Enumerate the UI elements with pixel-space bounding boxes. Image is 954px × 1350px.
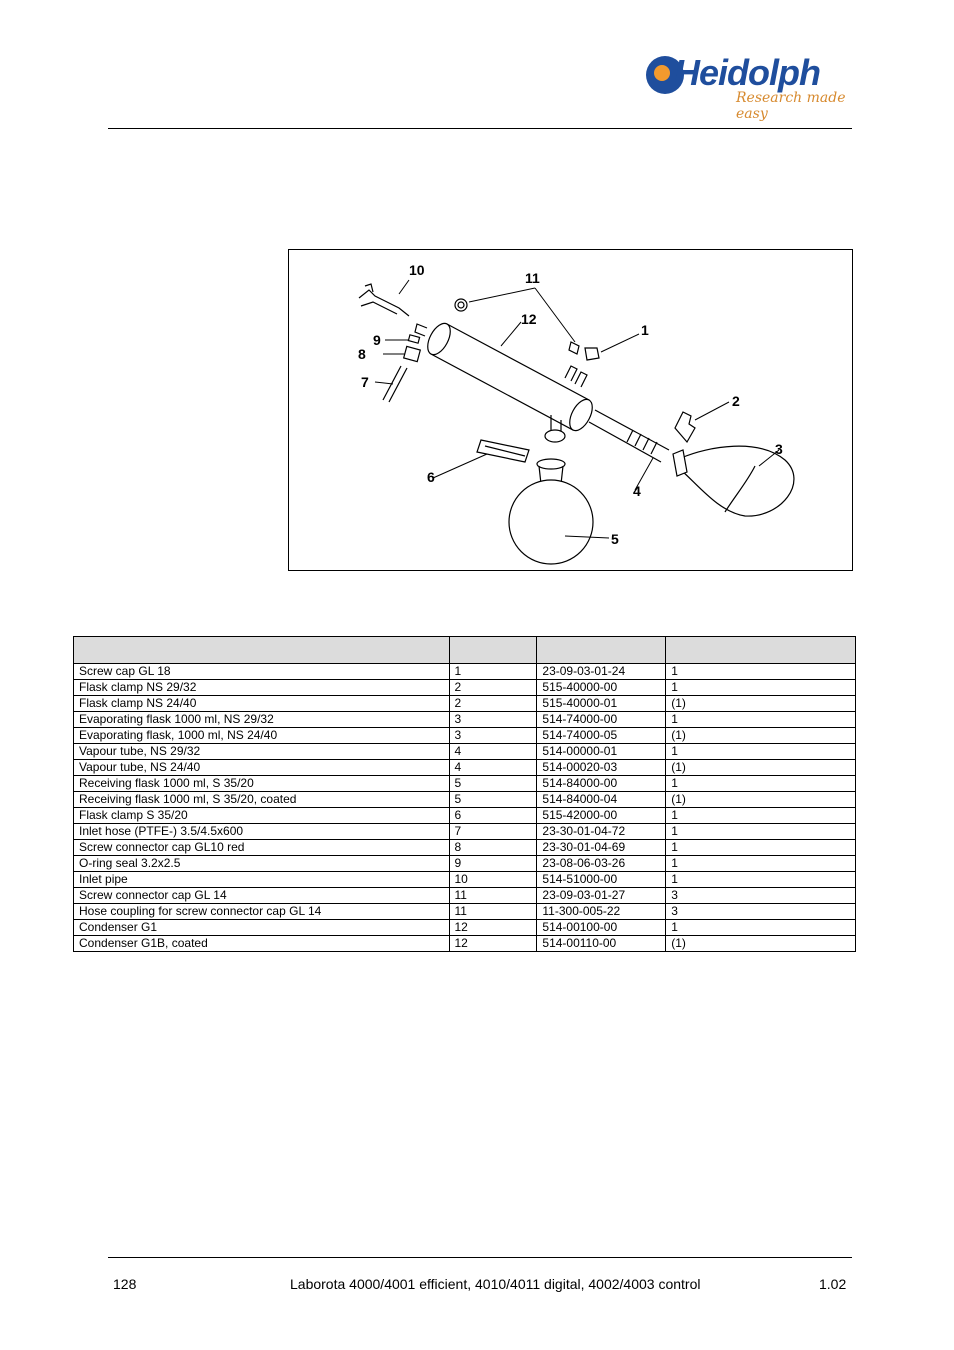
table-cell: 1 <box>666 680 856 696</box>
table-cell: Vapour tube, NS 24/40 <box>74 760 450 776</box>
table-row <box>74 936 856 952</box>
table-header-row <box>74 637 856 664</box>
table-row <box>74 664 856 680</box>
table-cell: Inlet hose (PTFE-) 3.5/4.5x600 <box>74 824 450 840</box>
logo-tagline: Research made easy <box>736 90 846 122</box>
spare-parts-table <box>73 636 856 952</box>
table-cell: 5 <box>449 792 537 808</box>
table-row <box>74 920 856 936</box>
column-header <box>449 637 537 664</box>
table-cell: 515-40000-00 <box>537 680 666 696</box>
callout-9: 9 <box>373 332 381 348</box>
table-cell: Receiving flask 1000 ml, S 35/20 <box>74 776 450 792</box>
table-cell: 1 <box>666 744 856 760</box>
callout-11: 11 <box>525 270 540 286</box>
column-header <box>74 637 450 664</box>
table-cell: 5 <box>449 776 537 792</box>
table-cell: 3 <box>666 888 856 904</box>
callout-3: 3 <box>775 441 783 457</box>
table-cell: 514-74000-00 <box>537 712 666 728</box>
table-cell: 11 <box>449 888 537 904</box>
table-cell: 12 <box>449 920 537 936</box>
table-cell: 1 <box>666 776 856 792</box>
table-cell: 514-00020-03 <box>537 760 666 776</box>
footer-version: 1.02 <box>819 1276 847 1292</box>
table-cell: 3 <box>449 712 537 728</box>
exploded-view-figure <box>288 249 853 571</box>
table-row <box>74 904 856 920</box>
table-cell: Flask clamp NS 29/32 <box>74 680 450 696</box>
callout-12: 12 <box>521 311 537 327</box>
table-cell: 514-00000-01 <box>537 744 666 760</box>
table-cell: 23-09-03-01-24 <box>537 664 666 680</box>
table-row <box>74 808 856 824</box>
table-cell: 514-51000-00 <box>537 872 666 888</box>
table-cell: 4 <box>449 744 537 760</box>
header-rule <box>108 128 852 129</box>
logo-word: Heidolph <box>674 52 820 93</box>
heidolph-logo <box>640 52 860 122</box>
table-cell: 1 <box>666 840 856 856</box>
table-cell: 12 <box>449 936 537 952</box>
condenser-top-ports <box>565 366 587 387</box>
table-cell: Evaporating flask, 1000 ml, NS 24/40 <box>74 728 450 744</box>
callout-2: 2 <box>732 393 740 409</box>
table-cell: 11-300-005-22 <box>537 904 666 920</box>
callout-7: 7 <box>361 374 369 390</box>
table-cell: (1) <box>666 696 856 712</box>
part-5-receiving-flask <box>509 480 593 564</box>
table-cell: Inlet pipe <box>74 872 450 888</box>
table-row <box>74 776 856 792</box>
table-cell: 23-30-01-04-69 <box>537 840 666 856</box>
part-1-cap <box>585 348 599 360</box>
table-cell: 514-84000-04 <box>537 792 666 808</box>
table-cell: (1) <box>666 760 856 776</box>
table-cell: Flask clamp S 35/20 <box>74 808 450 824</box>
callout-1: 1 <box>641 322 649 338</box>
table-row <box>74 872 856 888</box>
table-cell: Flask clamp NS 24/40 <box>74 696 450 712</box>
part-2-flask-clamp <box>675 412 695 442</box>
table-cell: O-ring seal 3.2x2.5 <box>74 856 450 872</box>
callout-8: 8 <box>358 346 366 362</box>
table-row <box>74 840 856 856</box>
callout-10: 10 <box>409 262 425 278</box>
table-cell: Screw connector cap GL 14 <box>74 888 450 904</box>
table-cell: 9 <box>449 856 537 872</box>
table-row <box>74 680 856 696</box>
footer-rule <box>108 1257 852 1258</box>
part-4-vapour-tube <box>589 410 669 462</box>
callout-6: 6 <box>427 469 435 485</box>
table-cell: 1 <box>666 824 856 840</box>
table-cell: 4 <box>449 760 537 776</box>
callout-5: 5 <box>611 531 619 547</box>
table-cell: Condenser G1 <box>74 920 450 936</box>
table-cell: 3 <box>666 904 856 920</box>
table-row <box>74 824 856 840</box>
table-cell: 2 <box>449 680 537 696</box>
table-cell: 515-40000-01 <box>537 696 666 712</box>
table-cell: (1) <box>666 936 856 952</box>
table-cell: 1 <box>666 872 856 888</box>
table-cell: Receiving flask 1000 ml, S 35/20, coated <box>74 792 450 808</box>
table-cell: (1) <box>666 792 856 808</box>
table-cell: (1) <box>666 728 856 744</box>
table-cell: 1 <box>666 920 856 936</box>
table-cell: 514-00100-00 <box>537 920 666 936</box>
column-header <box>537 637 666 664</box>
table-cell: 1 <box>449 664 537 680</box>
table-row <box>74 728 856 744</box>
part-11-coupling <box>569 342 579 354</box>
table-cell: Screw cap GL 18 <box>74 664 450 680</box>
table-cell: 1 <box>666 856 856 872</box>
part-5-receiving-flask-neck <box>537 459 565 469</box>
footer-product: Laborota 4000/4001 efficient, 4010/4011 digital, 4002/4003 control <box>290 1276 701 1292</box>
table-row <box>74 856 856 872</box>
table-cell: 1 <box>666 808 856 824</box>
column-header <box>666 637 856 664</box>
page-number: 128 <box>113 1276 137 1292</box>
table-cell: Vapour tube, NS 29/32 <box>74 744 450 760</box>
table-cell: 23-08-06-03-26 <box>537 856 666 872</box>
table-cell: 3 <box>449 728 537 744</box>
table-cell: Evaporating flask 1000 ml, NS 29/32 <box>74 712 450 728</box>
condenser-outlet-bulb <box>545 430 565 442</box>
table-row <box>74 744 856 760</box>
part-7-hose <box>383 366 407 402</box>
exploded-view-drawing <box>289 250 852 570</box>
table-cell: Hose coupling for screw connector cap GL 14 <box>74 904 450 920</box>
table-body <box>74 664 856 952</box>
part-8-connector <box>404 346 421 361</box>
table-cell: 1 <box>666 712 856 728</box>
part-11-cap <box>455 299 467 311</box>
table-row <box>74 760 856 776</box>
condenser-side-port <box>415 324 427 336</box>
table-row <box>74 712 856 728</box>
callout-4: 4 <box>633 483 641 499</box>
part-9-oring <box>408 335 419 343</box>
table-cell: 23-30-01-04-72 <box>537 824 666 840</box>
table-cell: 11 <box>449 904 537 920</box>
table-row <box>74 696 856 712</box>
table-row <box>74 792 856 808</box>
table-cell: Condenser G1B, coated <box>74 936 450 952</box>
table-cell: 515-42000-00 <box>537 808 666 824</box>
part-10-inlet-pipe <box>359 290 409 316</box>
table-cell: 514-74000-05 <box>537 728 666 744</box>
table-cell: 2 <box>449 696 537 712</box>
table-cell: 6 <box>449 808 537 824</box>
table-cell: 23-09-03-01-27 <box>537 888 666 904</box>
table-cell: 1 <box>666 664 856 680</box>
table-cell: 8 <box>449 840 537 856</box>
table-cell: 514-00110-00 <box>537 936 666 952</box>
table-cell: 514-84000-00 <box>537 776 666 792</box>
table-row <box>74 888 856 904</box>
table-cell: 7 <box>449 824 537 840</box>
table-cell: Screw connector cap GL10 red <box>74 840 450 856</box>
table-cell: 10 <box>449 872 537 888</box>
